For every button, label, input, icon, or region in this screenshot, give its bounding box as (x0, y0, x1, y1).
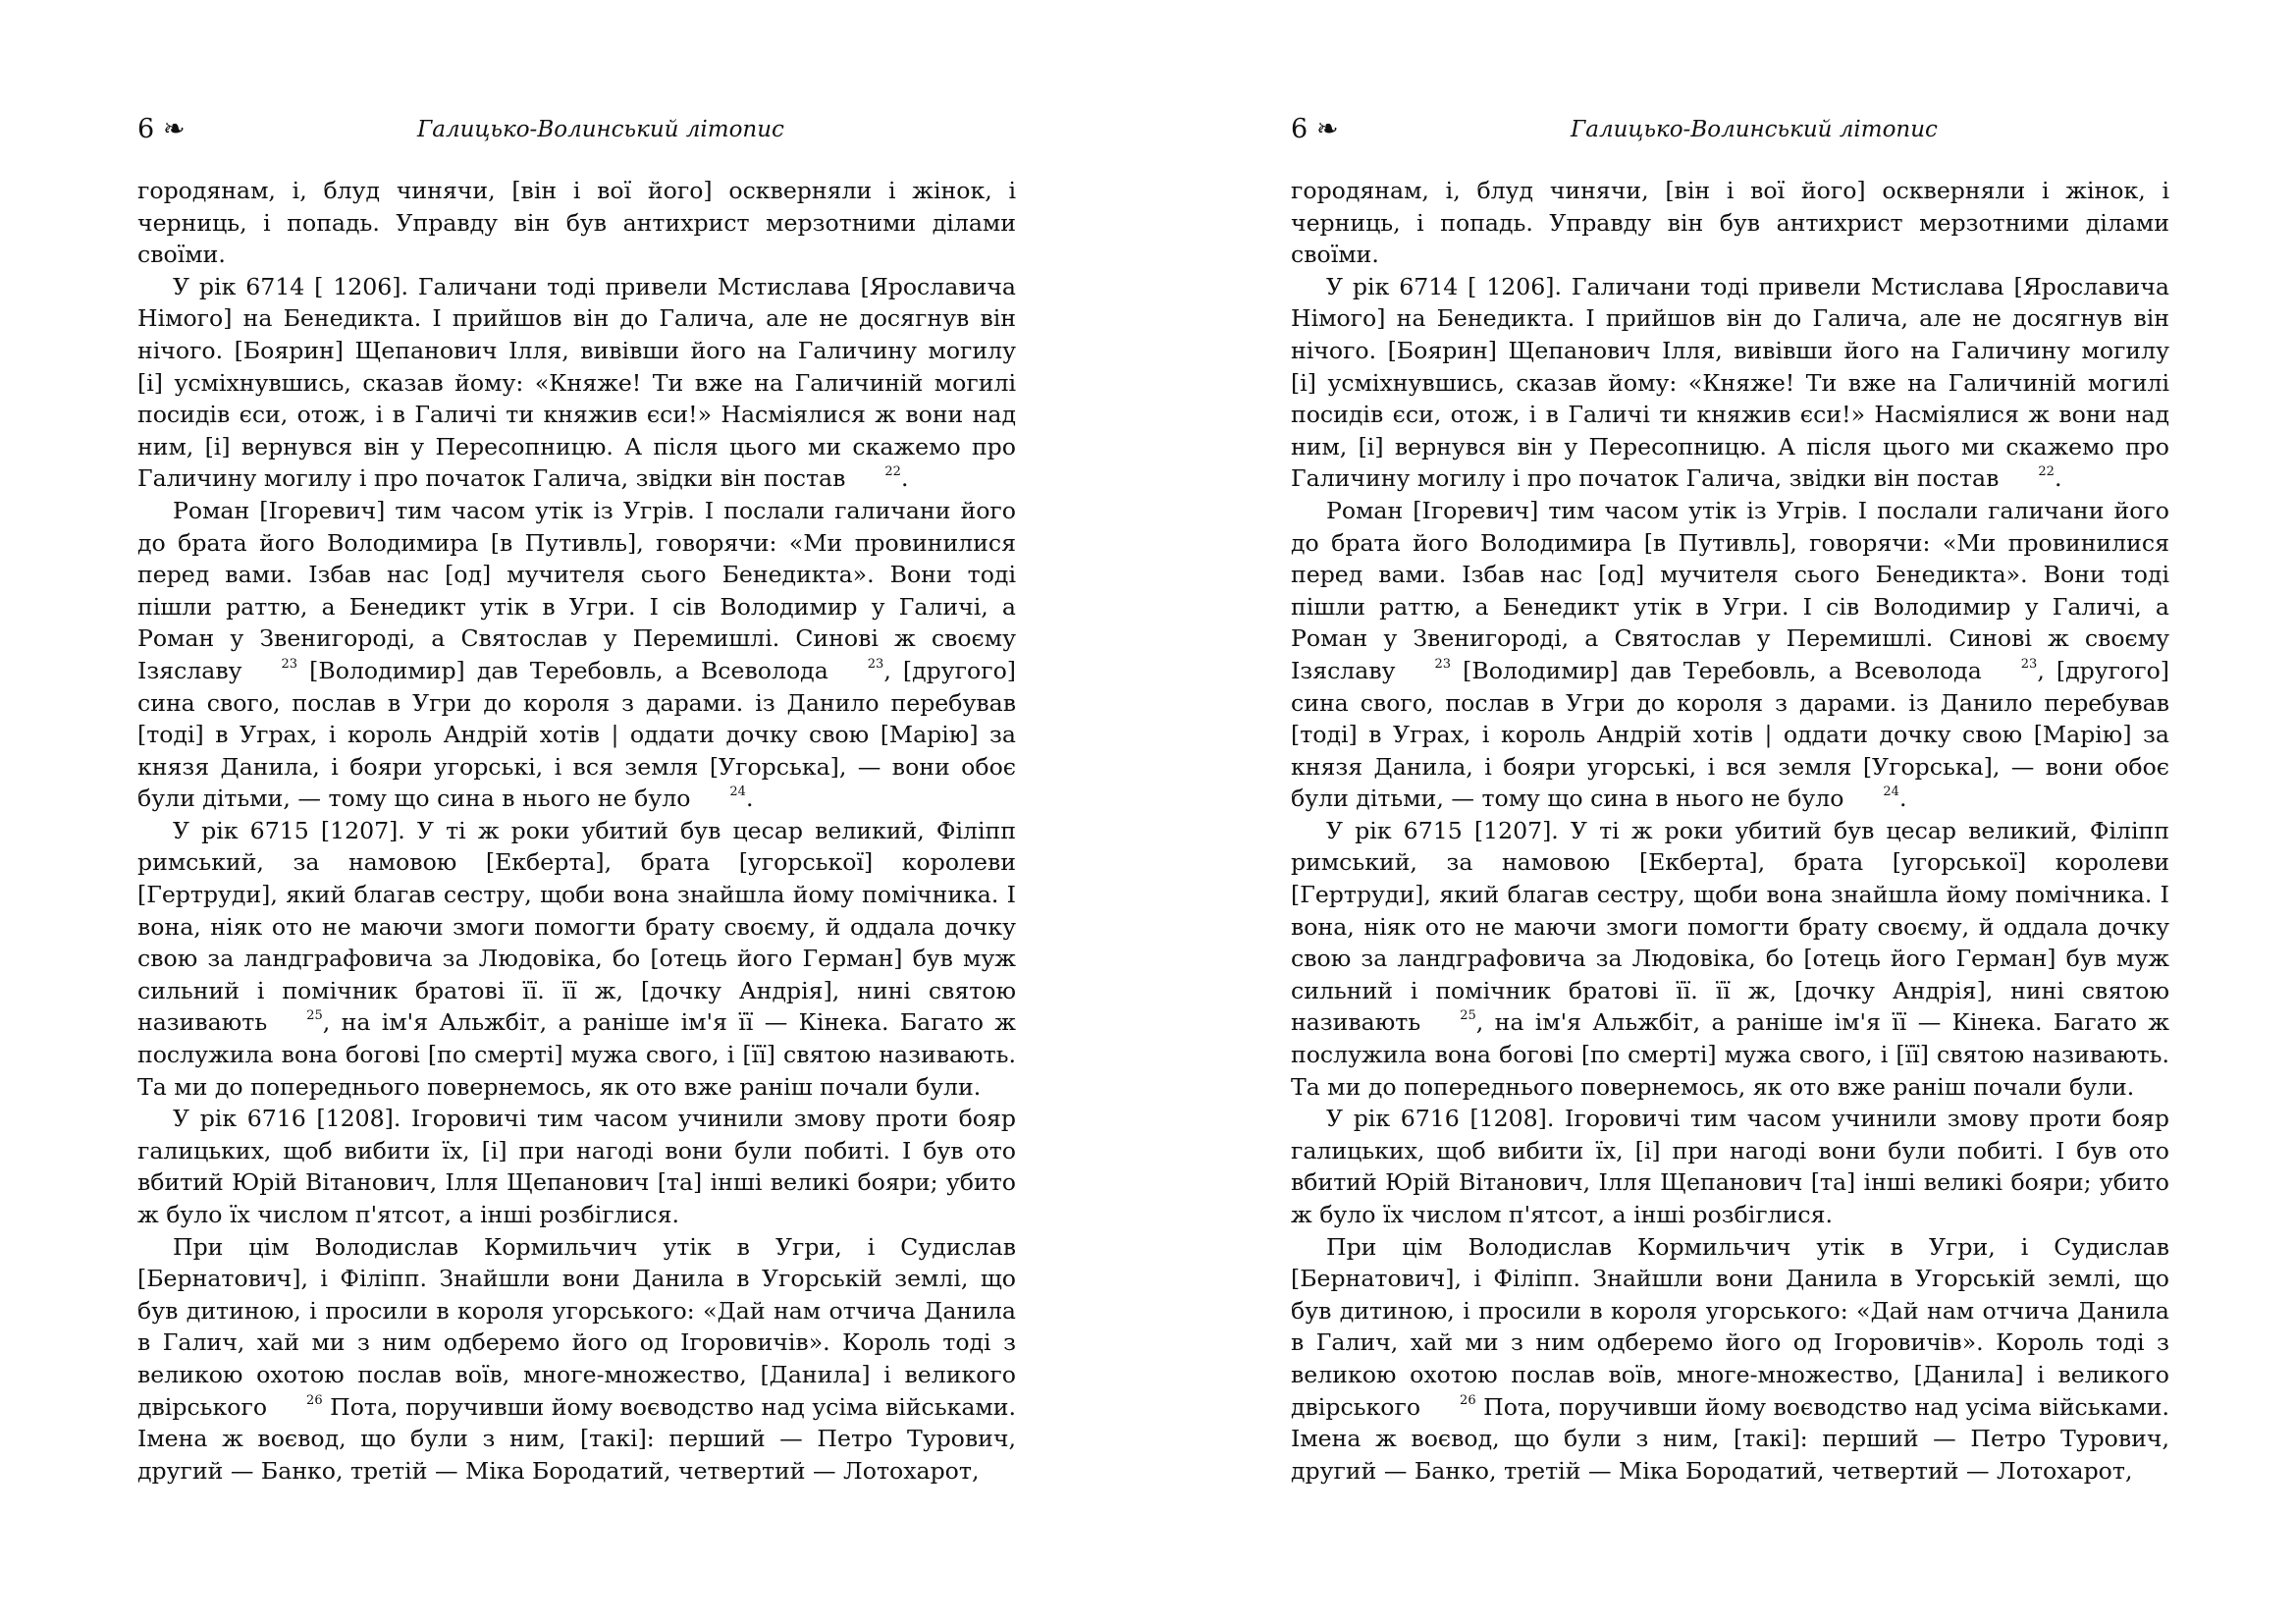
text-run: , [другого] сина свого, послав в Угри до короля з дарами. із Данило перебував [тоді] в Уграх, і король Андрій хотів | оддати дочку свою [Марію] за князя Данила, і бояри угорські, і вся земля [Угорська], — вони обоє були дітьми, — тому що сина в нього не було (1291, 656, 2169, 813)
text-run: У рік 6714 [ 1206]. Галичани тоді привели Мстислава [Ярославича Німого] на Бенедикта. І прийшов він до Галича, але не досягнув він нічого. [Боярин] Щепанович Ілля, вивівши його на Галичину могилу [і] усміхнувшись, сказав йому: «Княже! Ти вже на Галичиній могилі посидів єси, отож, і в Галичі ти княжив єси!» Насміялися ж вони над ним, [і] вернувся він у Пересопницю. А після цього ми скажемо про Галичину могилу і про початок Галича, звідки він постав (1291, 272, 2169, 493)
footnote-marker: 24 (729, 785, 746, 800)
footnote-marker: 24 (1883, 785, 1899, 800)
footnote-marker: 23 (1434, 656, 1452, 672)
text-run: Пота, поручивши йому воєводство над усіма військами. Імена ж воєвод, що були з ним, [такі]: перший — Петро Турович, другий — Банко, третій — Міка Бородатий, четвертий — Лотохарот, (137, 1392, 1016, 1485)
text-run: [Володимир] дав Теребовль, а Всеволода (1451, 656, 1982, 684)
right-page (1291, 110, 2169, 1487)
text-run: При цім Володислав Кормильчич утік в Угри, і Судислав [Бернатович], і Філіпп. Знайшли вони Данила в Угорській землі, що був дитиною, і просили в короля угорського: «Дай нам отчича Данила в Галич, хай ми з ним одберемо його од Ігоровичів». Король тоді з великою охотою послав воїв, многе-множество, [Данила] і великого двірського (137, 1232, 1016, 1421)
paragraph (1291, 175, 2169, 271)
text-run: При цім Володислав Кормильчич утік в Угри, і Судислав [Бернатович], і Філіпп. Знайшли вони Данила в Угорській землі, що був дитиною, і просили в короля угорського: «Дай нам отчича Данила в Галич, хай ми з ним одберемо його од Ігоровичів». Король тоді з великою охотою послав воїв, многе-множество, [Данила] і великого двірського (1291, 1232, 2169, 1421)
left-page (137, 110, 1016, 1487)
running-head (1291, 110, 2169, 149)
footnote-marker: 25 (1460, 1008, 1476, 1024)
running-title: Галицько-Волинський літопис (1571, 117, 1938, 142)
footnote-marker: 23 (2020, 656, 2038, 672)
text-run: городянам, і, блуд чинячи, [він і вої його] оскверняли і жінок, і черниць, і попадь. Управду він був антихрист мерзотними ділами своїми. (1291, 177, 2169, 269)
paragraph (137, 1231, 1016, 1488)
fleuron-ornament-icon: ❧ (163, 114, 186, 144)
footnote-marker: 23 (867, 656, 884, 672)
paragraph (1291, 1103, 2169, 1230)
text-run: У рік 6714 [ 1206]. Галичани тоді привели Мстислава [Ярославича Німого] на Бенедикта. І прийшов він до Галича, але не досягнув він нічого. [Боярин] Щепанович Ілля, вивівши його на Галичину могилу [і] усміхнувшись, сказав йому: «Княже! Ти вже на Галичиній могилі посидів єси, отож, і в Галичі ти княжив єси!» Насміялися ж вони над ним, [і] вернувся він у Пересопницю. А після цього ми скажемо про Галичину могилу і про початок Галича, звідки він постав (137, 272, 1016, 493)
text-run: Роман [Ігоревич] тим часом утік із Угрів. І послали галичани його до брата його Володимира [в Путивль], говорячи: «Ми провинилися перед вами. Ізбав нас [од] мучителя сього Бенедикта». Вони тоді пішли раттю, а Бенедикт утік в Угри. І сів Володимир у Галичі, а Роман у Звенигороді, а Святослав у Перемишлі. Синові ж своєму Ізяславу (137, 496, 1016, 684)
text-run: У рік 6716 [1208]. Ігоровичі тим часом учинили змову проти бояр галицьких, щоб вибити їх, [і] при нагоді вони були побиті. І був ото вбитий Юрій Вітанович, Ілля Щепанович [та] інші великі бояри; убито ж було їх числом п'ятсот, а інші розбіглися. (1291, 1105, 2169, 1228)
footnote-marker: 26 (1460, 1392, 1476, 1408)
text-run: , [другого] сина свого, послав в Угри до короля з дарами. із Данило перебував [тоді] в Уграх, і король Андрій хотів | оддати дочку свою [Марію] за князя Данила, і бояри угорські, і вся земля [Угорська], — вони обоє були дітьми, — тому що сина в нього не було (137, 656, 1016, 813)
text-run: Пота, поручивши йому воєводство над усіма військами. Імена ж воєвод, що були з ним, [такі]: перший — Петро Турович, другий — Банко, третій — Міка Бородатий, четвертий — Лотохарот, (1291, 1392, 2169, 1485)
page-number: 6 (1291, 114, 1308, 144)
paragraph (1291, 495, 2169, 815)
paragraph (137, 815, 1016, 1103)
fleuron-ornament-icon: ❧ (1316, 114, 1339, 144)
text-run: . (1898, 785, 1907, 813)
footnote-marker: 23 (281, 656, 298, 672)
footnote-marker: 26 (306, 1392, 323, 1408)
text-run: . (2054, 464, 2062, 493)
text-run: У рік 6715 [1207]. У ті ж роки убитий був цесар великий, Філіпп римський, за намовою [Екберта], брата [угорської] королеви [Гертруди], який благав сестру, щоби вона знайшла йому помічника. І вона, ніяк ото не маючи змоги помогти брату своєму, й оддала дочку свою за ландграфовича за Людовіка, бо [отець його Герман] був муж сильний і помічник братові її. її ж, [дочку Андрія], нині святою називають (137, 816, 1016, 1037)
paragraph (1291, 815, 2169, 1103)
body-text (1291, 175, 2169, 1487)
footnote-marker: 22 (884, 464, 901, 480)
paragraph (1291, 1231, 2169, 1488)
paragraph (137, 495, 1016, 815)
running-title: Галицько-Волинський літопис (417, 117, 784, 142)
footnote-marker: 22 (2038, 464, 2055, 480)
text-run: У рік 6716 [1208]. Ігоровичі тим часом учинили змову проти бояр галицьких, щоб вибити їх, [і] при нагоді вони були побиті. І був ото вбитий Юрій Вітанович, Ілля Щепанович [та] інші великі бояри; убито ж було їх числом п'ятсот, а інші розбіглися. (137, 1105, 1016, 1228)
text-run: . (745, 785, 754, 813)
footnote-marker: 25 (306, 1008, 323, 1024)
paragraph (137, 271, 1016, 495)
paragraph (1291, 271, 2169, 495)
page-number: 6 (137, 114, 155, 144)
text-run: У рік 6715 [1207]. У ті ж роки убитий був цесар великий, Філіпп римський, за намовою [Екберта], брата [угорської] королеви [Гертруди], який благав сестру, щоби вона знайшла йому помічника. І вона, ніяк ото не маючи змоги помогти брату своєму, й оддала дочку свою за ландграфовича за Людовіка, бо [отець його Герман] був муж сильний і помічник братові її. її ж, [дочку Андрія], нині святою називають (1291, 816, 2169, 1037)
text-run: [Володимир] дав Теребовль, а Всеволода (297, 656, 828, 684)
body-text (137, 175, 1016, 1487)
text-run: городянам, і, блуд чинячи, [він і вої його] оскверняли і жінок, і черниць, і попадь. Управду він був антихрист мерзотними ділами своїми. (137, 177, 1016, 269)
text-run: . (900, 464, 909, 493)
running-head (137, 110, 1016, 149)
paragraph (137, 1103, 1016, 1230)
paragraph (137, 175, 1016, 271)
text-run: , на ім'я Альжбіт, а раніше ім'я її — Кінека. Багато ж послужила вона богові [по смерті] мужа свого, і [її] святою називають. Та ми до попереднього повернемось, як ото вже раніш почали були. (137, 1008, 1016, 1101)
text-run: Роман [Ігоревич] тим часом утік із Угрів. І послали галичани його до брата його Володимира [в Путивль], говорячи: «Ми провинилися перед вами. Ізбав нас [од] мучителя сього Бенедикта». Вони тоді пішли раттю, а Бенедикт утік в Угри. І сів Володимир у Галичі, а Роман у Звенигороді, а Святослав у Перемишлі. Синові ж своєму Ізяславу (1291, 496, 2169, 684)
text-run: , на ім'я Альжбіт, а раніше ім'я її — Кінека. Багато ж послужила вона богові [по смерті] мужа свого, і [її] святою називають. Та ми до попереднього повернемось, як ото вже раніш почали були. (1291, 1008, 2169, 1101)
